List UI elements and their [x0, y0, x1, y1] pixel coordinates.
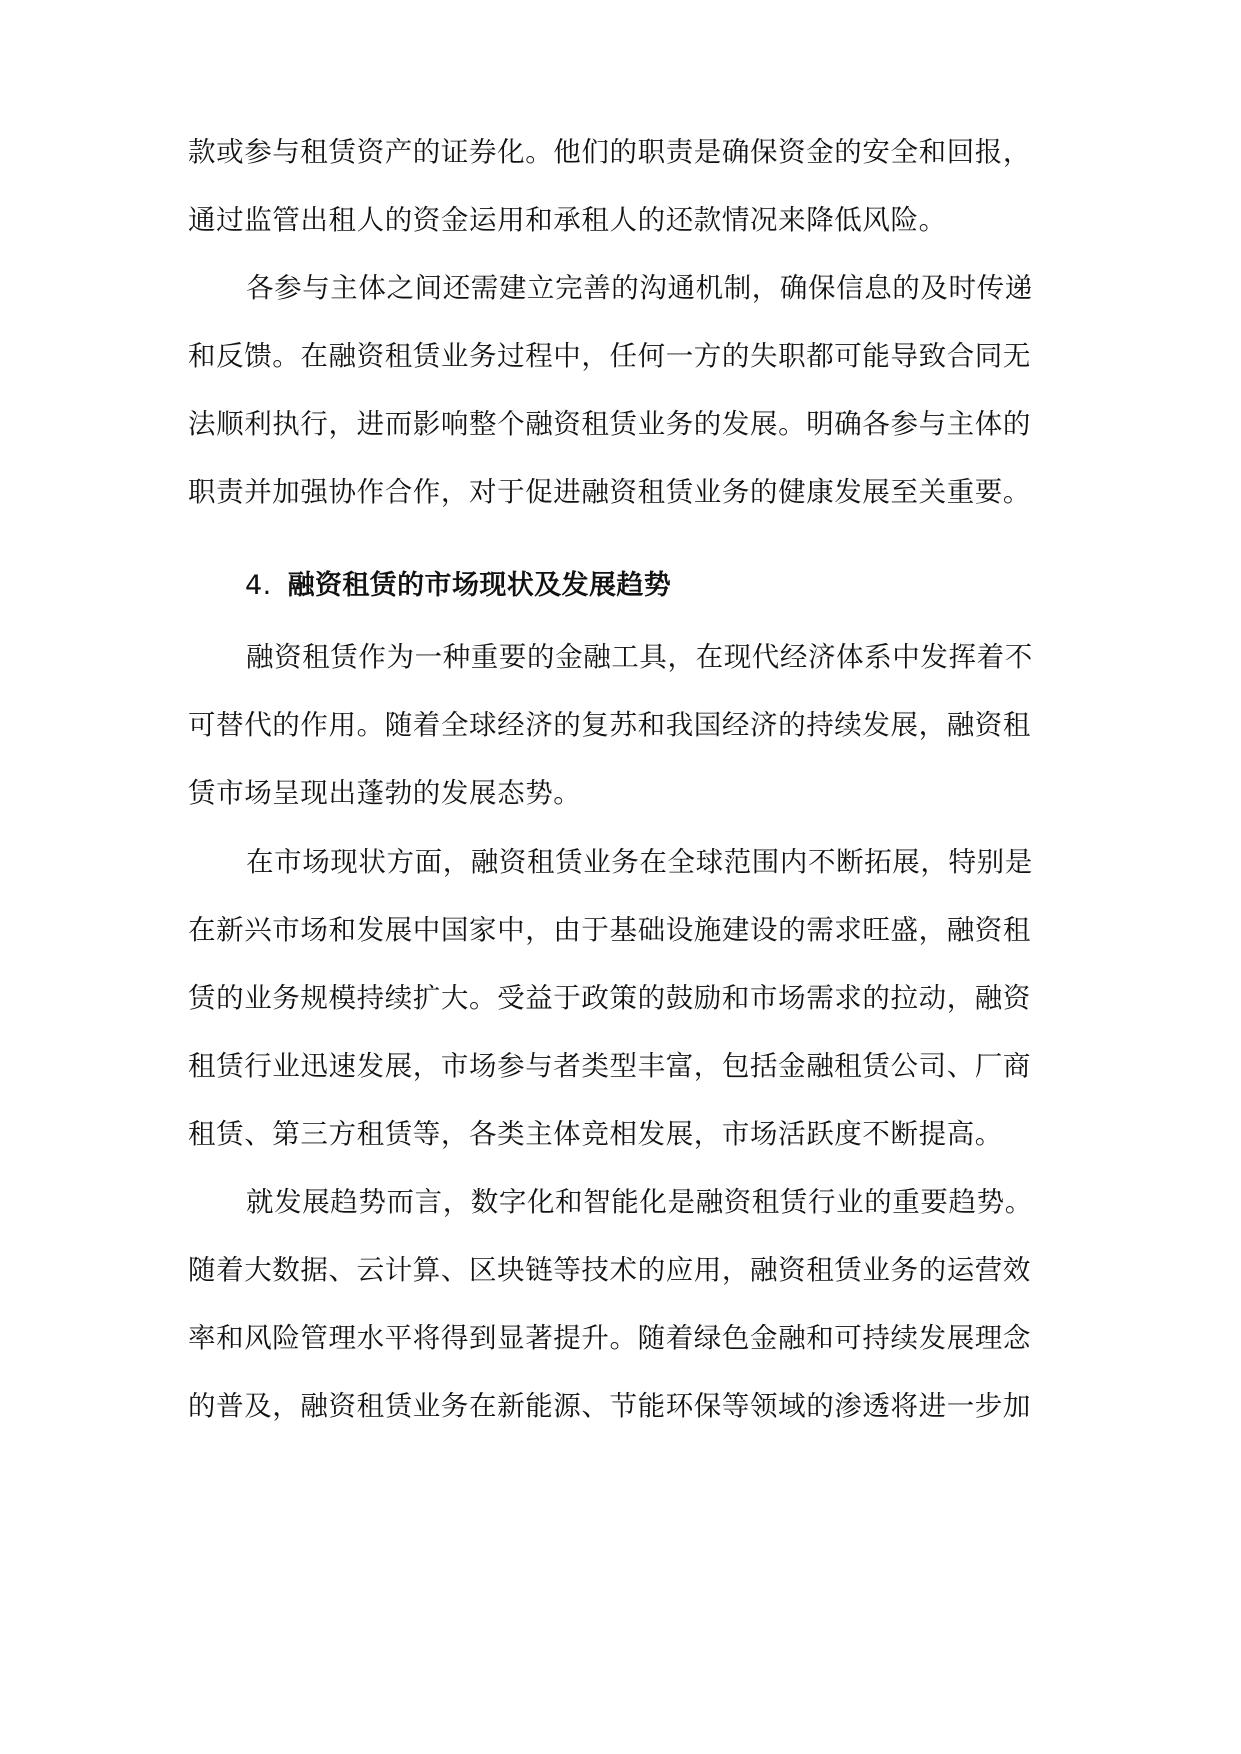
paragraph-line: 在新兴市场和发展中国家中，由于基础设施建设的需求旺盛，融资租	[188, 914, 1031, 946]
paragraph-line: 通过监管出租人的资金运用和承租人的还款情况来降低风险。	[188, 204, 947, 236]
paragraph-line: 在市场现状方面，融资租赁业务在全球范围内不断拓展，特别是	[246, 846, 1033, 878]
paragraph-line: 率和风险管理水平将得到显著提升。随着绿色金融和可持续发展理念	[188, 1322, 1031, 1354]
paragraph-line: 和反馈。在融资租赁业务过程中，任何一方的失职都可能导致合同无	[188, 340, 1031, 372]
paragraph-line: 款或参与租赁资产的证券化。他们的职责是确保资金的安全和回报，	[188, 136, 1031, 168]
paragraph-line: 租赁、第三方租赁等，各类主体竞相发展，市场活跃度不断提高。	[188, 1118, 1003, 1150]
section-title: 融资租赁的市场现状及发展趋势	[287, 570, 672, 601]
paragraph-line: 赁的业务规模持续扩大。受益于政策的鼓励和市场需求的拉动，融资	[188, 982, 1031, 1014]
paragraph-line: 各参与主体之间还需建立完善的沟通机制，确保信息的及时传递	[246, 272, 1033, 304]
paragraph-line: 赁市场呈现出蓬勃的发展态势。	[188, 777, 582, 809]
paragraph-line: 租赁行业迅速发展，市场参与者类型丰富，包括金融租赁公司、厂商	[188, 1050, 1031, 1082]
paragraph-line: 法顺利执行，进而影响整个融资租赁业务的发展。明确各参与主体的	[188, 408, 1031, 440]
paragraph-line: 可替代的作用。随着全球经济的复苏和我国经济的持续发展，融资租	[188, 709, 1031, 741]
section-heading	[245, 566, 671, 606]
section-number: 4.	[245, 570, 272, 601]
paragraph-line: 融资租赁作为一种重要的金融工具，在现代经济体系中发挥着不	[246, 641, 1033, 673]
paragraph-line: 随着大数据、云计算、区块链等技术的应用，融资租赁业务的运营效	[188, 1254, 1031, 1286]
paragraph-line: 的普及，融资租赁业务在新能源、节能环保等领域的渗透将进一步加	[188, 1390, 1031, 1422]
paragraph-line: 就发展趋势而言，数字化和智能化是融资租赁行业的重要趋势。	[246, 1186, 1033, 1218]
paragraph-line: 职责并加强协作合作，对于促进融资租赁业务的健康发展至关重要。	[188, 476, 1031, 508]
